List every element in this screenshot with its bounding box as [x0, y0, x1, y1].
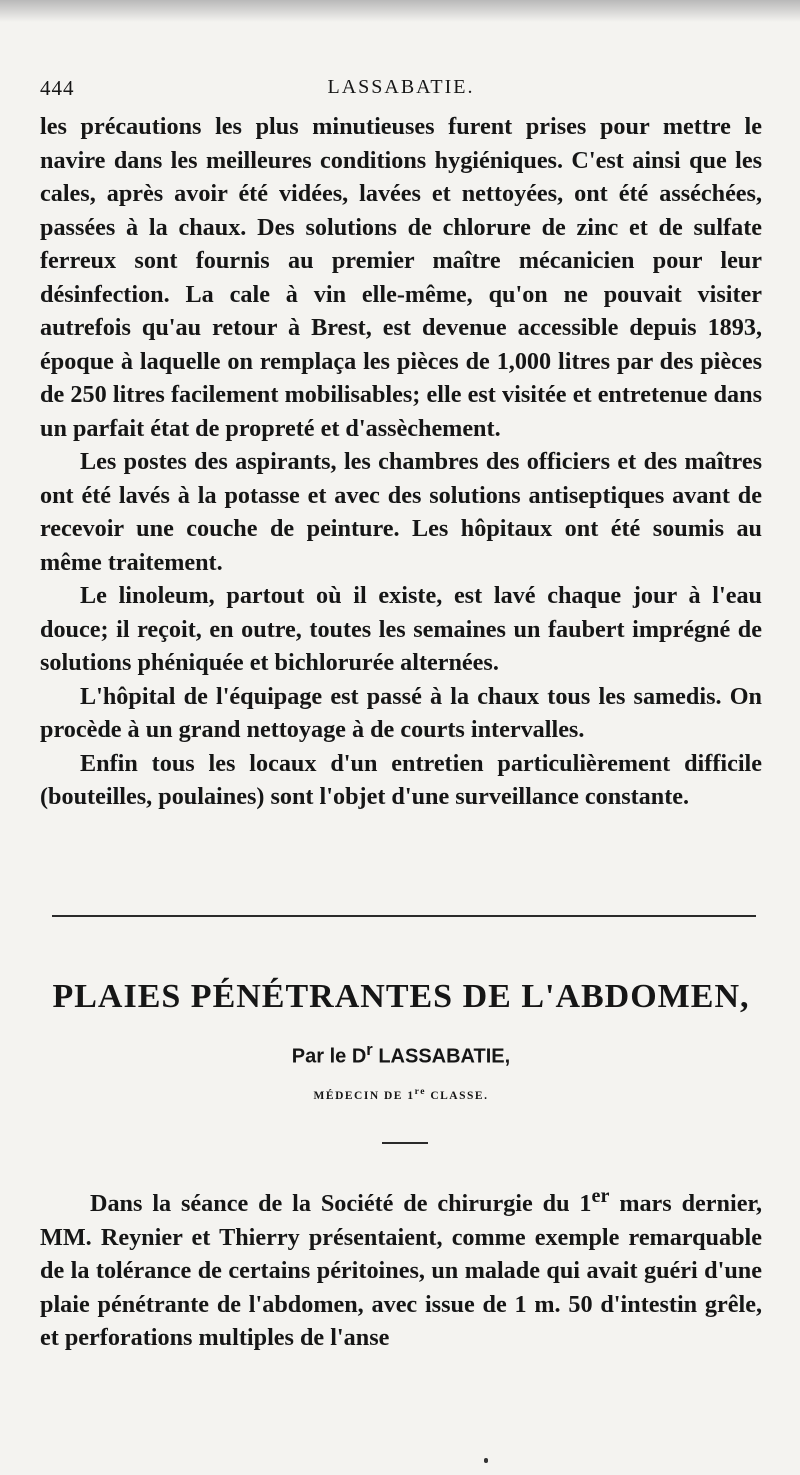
byline-superscript: r	[366, 1040, 373, 1059]
running-head: LASSABATIE.	[327, 76, 475, 98]
credential-suffix: CLASSE.	[425, 1089, 489, 1102]
intro-rest: mars dernier, MM. Reynier et Thierry présentaient, comme exemple remarquable de la tolérance de certains péritoines, un malade qui avait guéri d'une plaie pénétrante de l'abdomen, avec issue de 1 m. 50 d'intestin grêle, et perforations multiples de l'anse	[40, 1190, 762, 1352]
scan-edge-shadow	[0, 0, 800, 22]
article-title: PLAIES PÉNÉTRANTES DE L'ABDOMEN,	[52, 978, 750, 1015]
paragraph-3: Le linoleum, partout où il existe, est lavé chaque jour à l'eau douce; il reçoit, en outre, toutes les semaines un faubert imprégné de solutions phéniquée et bichlorurée alternées.	[40, 582, 762, 676]
intro-paragraph	[40, 1180, 762, 1355]
credential-prefix: MÉDECIN DE 1	[313, 1089, 415, 1102]
paragraph-2: Les postes des aspirants, les chambres des officiers et des maîtres ont été lavés à la potasse et avec des solutions antiseptiques avant de recevoir une couche de peinture. Les hôpitaux ont été soumis au même traitement.	[40, 448, 762, 576]
paragraph-1: les précautions les plus minutieuses furent prises pour mettre le navire dans les meilleures conditions hygiéniques. C'est ainsi que les cales, après avoir été vidées, lavées et nettoyées, ont été asséchées, passées à la chaux. Des solutions de chlorure de zinc et de sulfate ferreux sont fournis au premier maître mécanicien pour leur désinfection. La cale à vin elle-même, qu'on ne pouvait visiter autrefois qu'au retour à Brest, est devenue accessible depuis 1893, époque à laquelle on remplaça les pièces de 1,000 litres par des pièces de 250 litres facilement mobilisables; elle est visitée et entretenue dans un parfait état de propreté et d'assèchement.	[40, 113, 762, 442]
paragraph-5: Enfin tous les locaux d'un entretien particulièrement difficile (bouteilles, poulaines) sont l'objet d'une surveillance constante.	[40, 749, 762, 810]
author-name: LASSABATIE,	[372, 1045, 511, 1068]
article-intro	[40, 1180, 762, 1355]
byline-prefix: Par le D	[291, 1045, 367, 1068]
page-number: 444	[40, 76, 75, 100]
paragraph-4: L'hôpital de l'équipage est passé à la chaux tous les samedis. On procède à un grand nettoyage à de courts intervalles.	[40, 682, 762, 743]
intro-superscript: er	[591, 1185, 610, 1207]
credential-superscript: re	[414, 1086, 426, 1097]
body-text	[40, 110, 762, 814]
author-byline	[40, 1040, 762, 1069]
short-divider	[382, 1142, 428, 1144]
intro-prefix: Dans la séance de la Société de chirurgie du 1	[90, 1190, 592, 1218]
scan-speck	[484, 1458, 488, 1463]
author-credential	[40, 1086, 762, 1102]
page-header	[40, 70, 762, 106]
section-divider	[52, 915, 756, 917]
